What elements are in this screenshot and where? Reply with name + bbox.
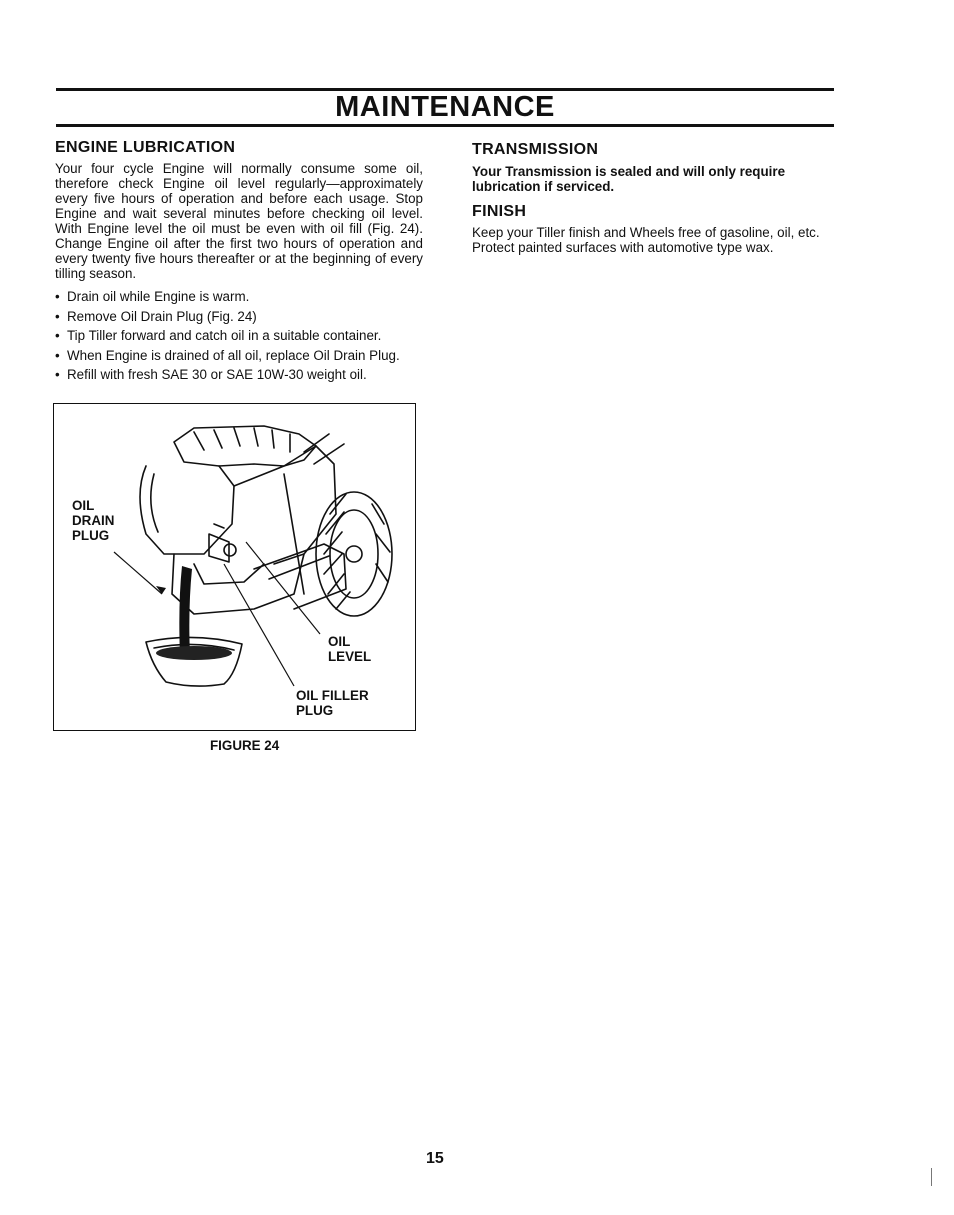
oil-filler-plug-label: OIL FILLER PLUG	[296, 688, 369, 718]
step-item: • Refill with fresh SAE 30 or SAE 10W-30 weight oil.	[55, 367, 423, 382]
step-item: • Tip Tiller forward and catch oil in a suitable container.	[55, 328, 423, 343]
engine-lubrication-section	[55, 138, 423, 387]
figure-caption: FIGURE 24	[210, 738, 280, 753]
finish-text: Keep your Tiller finish and Wheels free of gasoline, oil, etc. Protect painted surfaces with automotive type wax.	[472, 225, 820, 255]
step-item: • Drain oil while Engine is warm.	[55, 289, 423, 304]
engine-lubrication-steps	[55, 289, 423, 382]
header-rule-bottom	[56, 124, 834, 127]
step-item: • Remove Oil Drain Plug (Fig. 24)	[55, 309, 423, 324]
finish-heading: FINISH	[472, 203, 527, 220]
step-item: • When Engine is drained of all oil, replace Oil Drain Plug.	[55, 348, 423, 363]
oil-pool-shape	[156, 646, 232, 660]
engine-lubrication-paragraph: Your four cycle Engine will normally consume some oil, therefore check Engine oil level regularly—approximately every five hours of operation and before each usage. Stop Engine and wait several minutes before checking oil level. With Engine level the oil must be even with oil fill (Fig. 24). Change Engine oil after the first two hours of operation and every twenty five hours thereafter or at the beginning of every tilling season.	[55, 161, 423, 281]
transmission-heading: TRANSMISSION	[472, 141, 599, 158]
tiller-oil-drain-illustration	[54, 404, 417, 732]
margin-mark	[931, 1168, 932, 1186]
figure-24-box	[53, 403, 416, 731]
oil-drain-plug-label: OIL DRAIN PLUG	[72, 498, 115, 543]
right-column	[472, 140, 838, 255]
transmission-text: Your Transmission is sealed and will only require lubrication if serviced.	[472, 164, 786, 194]
engine-lubrication-heading: ENGINE LUBRICATION	[55, 139, 236, 156]
oil-level-label: OIL LEVEL	[328, 634, 372, 664]
page-title: MAINTENANCE	[335, 91, 555, 123]
page-number: 15	[426, 1150, 444, 1167]
